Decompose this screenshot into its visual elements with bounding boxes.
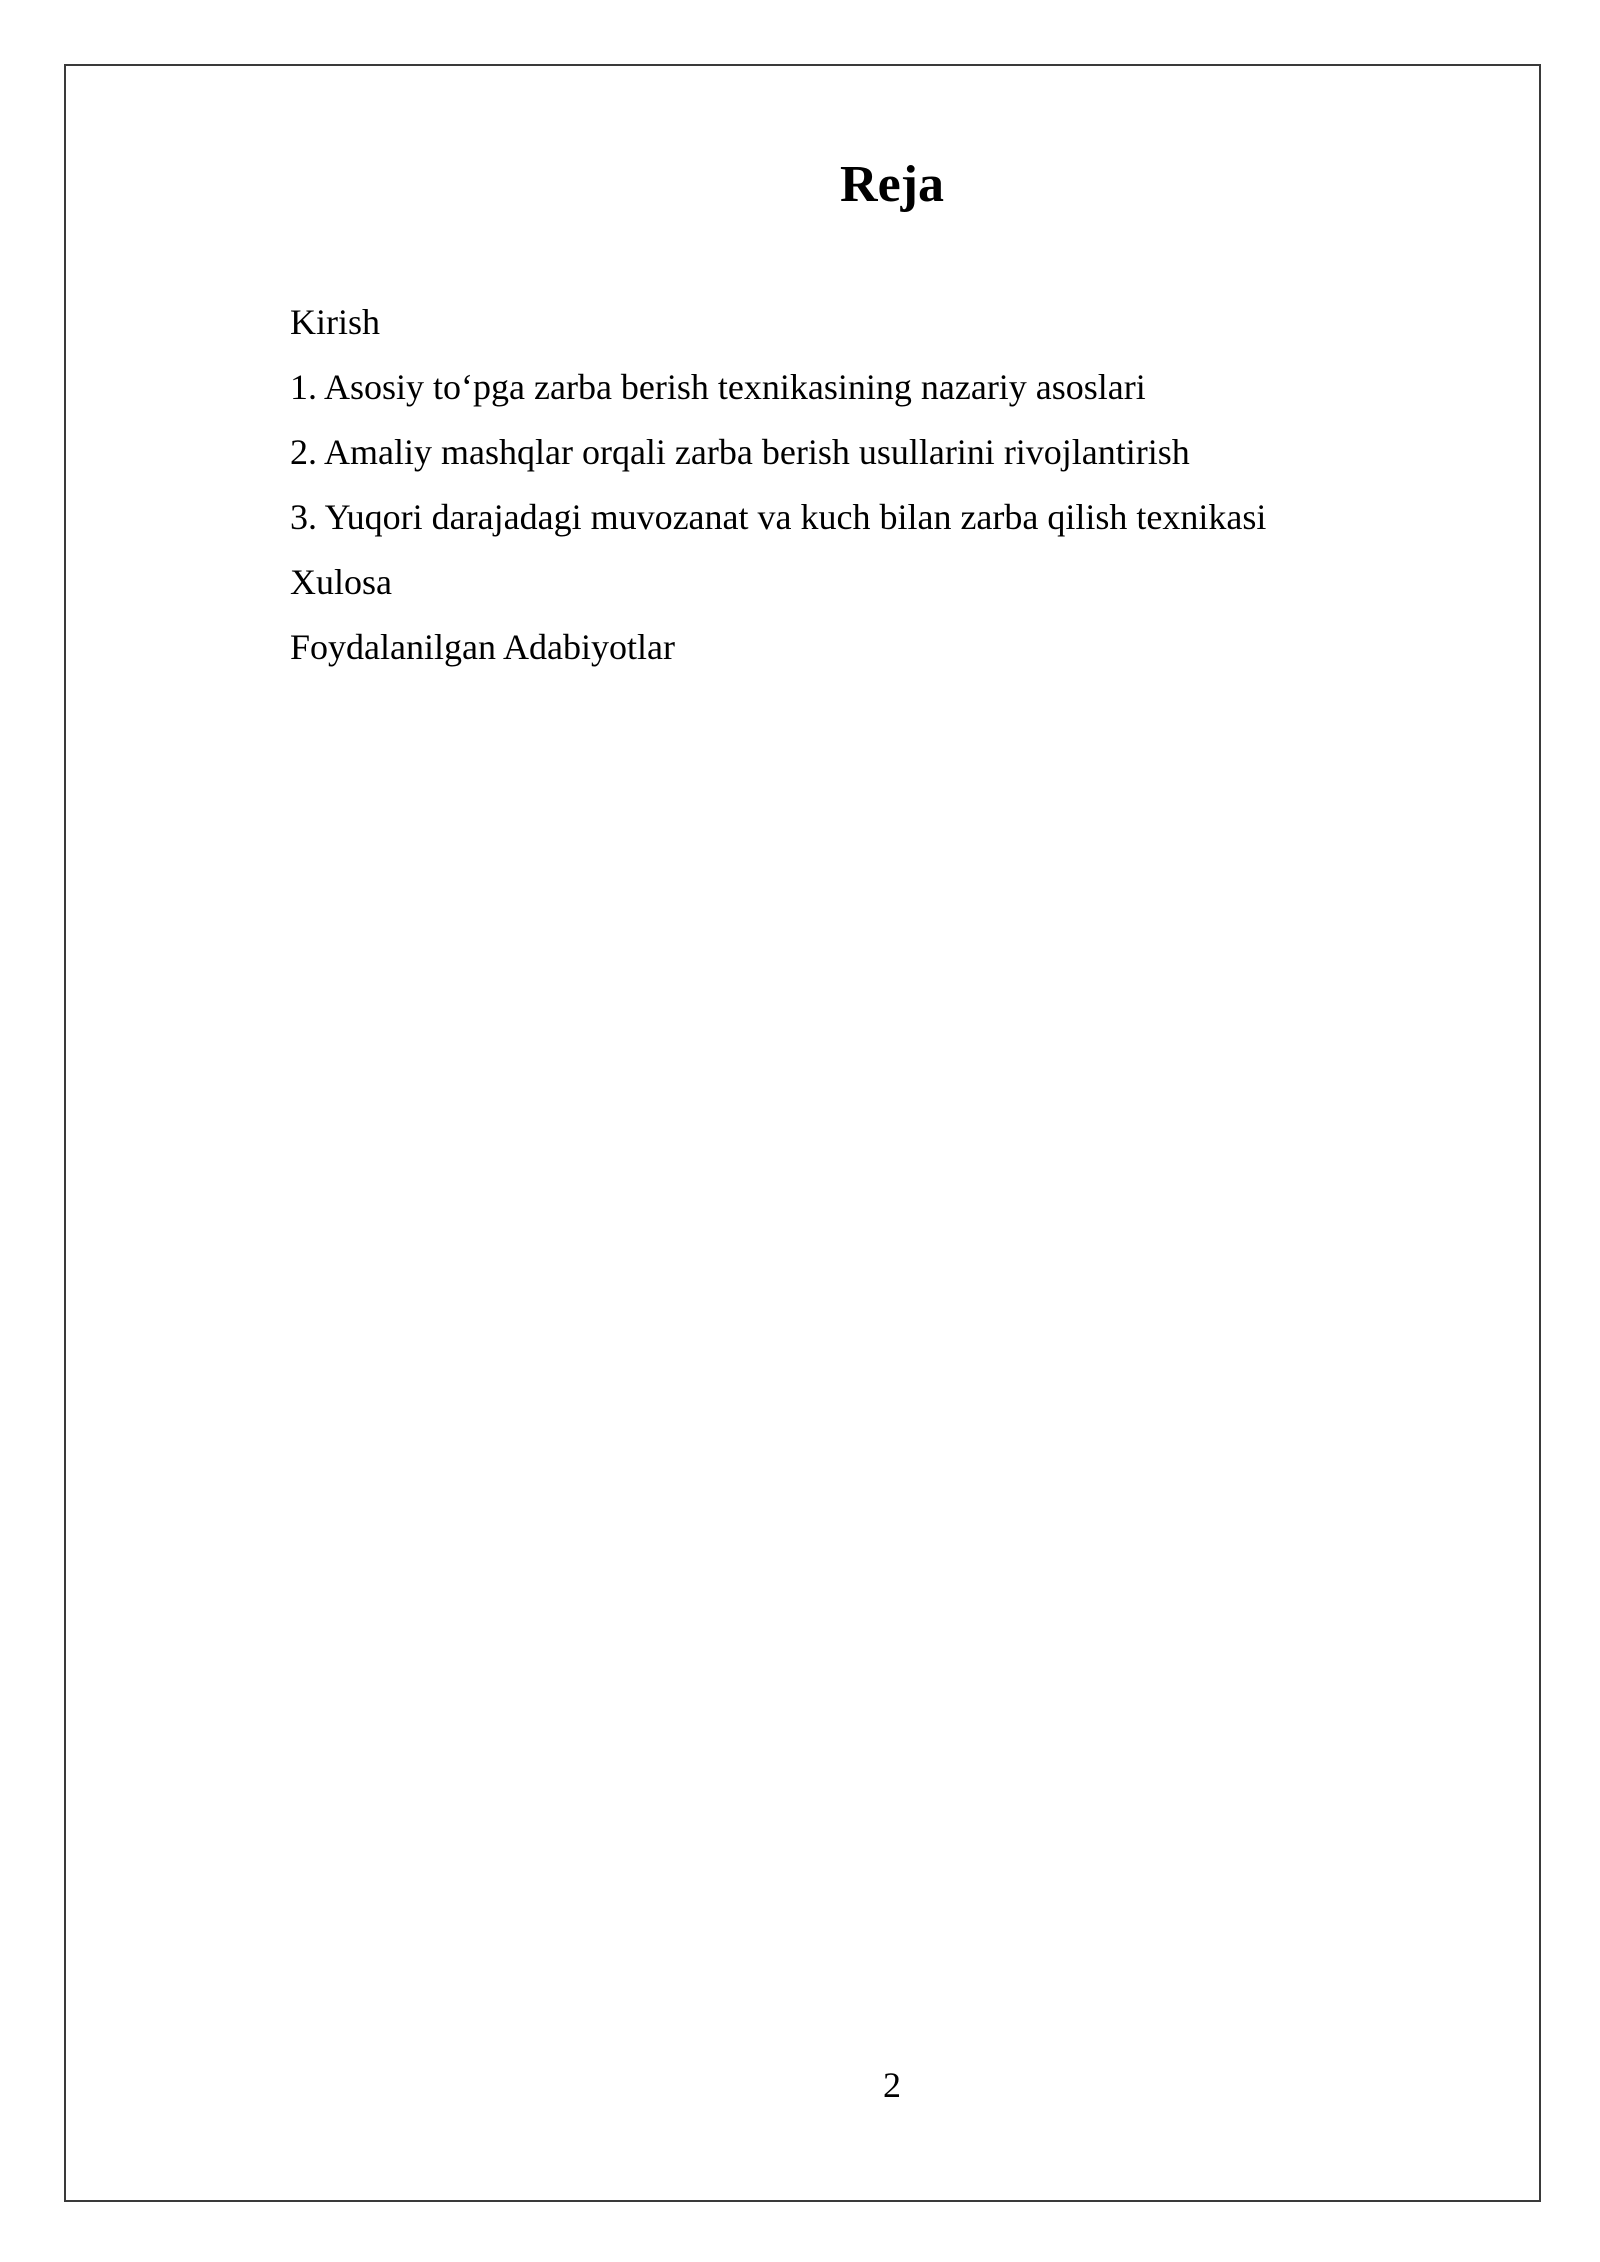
plan-item-section-1: 1. Asosiy to‘pga zarba berish texnikasining nazariy asoslari — [290, 367, 1146, 407]
plan-list — [290, 290, 1266, 680]
plan-item-section-2: 2. Amaliy mashqlar orqali zarba berish usullarini rivojlantirish — [290, 432, 1190, 472]
plan-item-intro: Kirish — [290, 302, 380, 342]
plan-item-section-3: 3. Yuqori darajadagi muvozanat va kuch bilan zarba qilish texnikasi — [290, 497, 1267, 537]
page-title: Reja — [840, 156, 944, 213]
page-number: 2 — [883, 2065, 901, 2105]
plan-item-references: Foydalanilgan Adabiyotlar — [290, 627, 675, 667]
plan-item-conclusion: Xulosa — [290, 562, 392, 602]
